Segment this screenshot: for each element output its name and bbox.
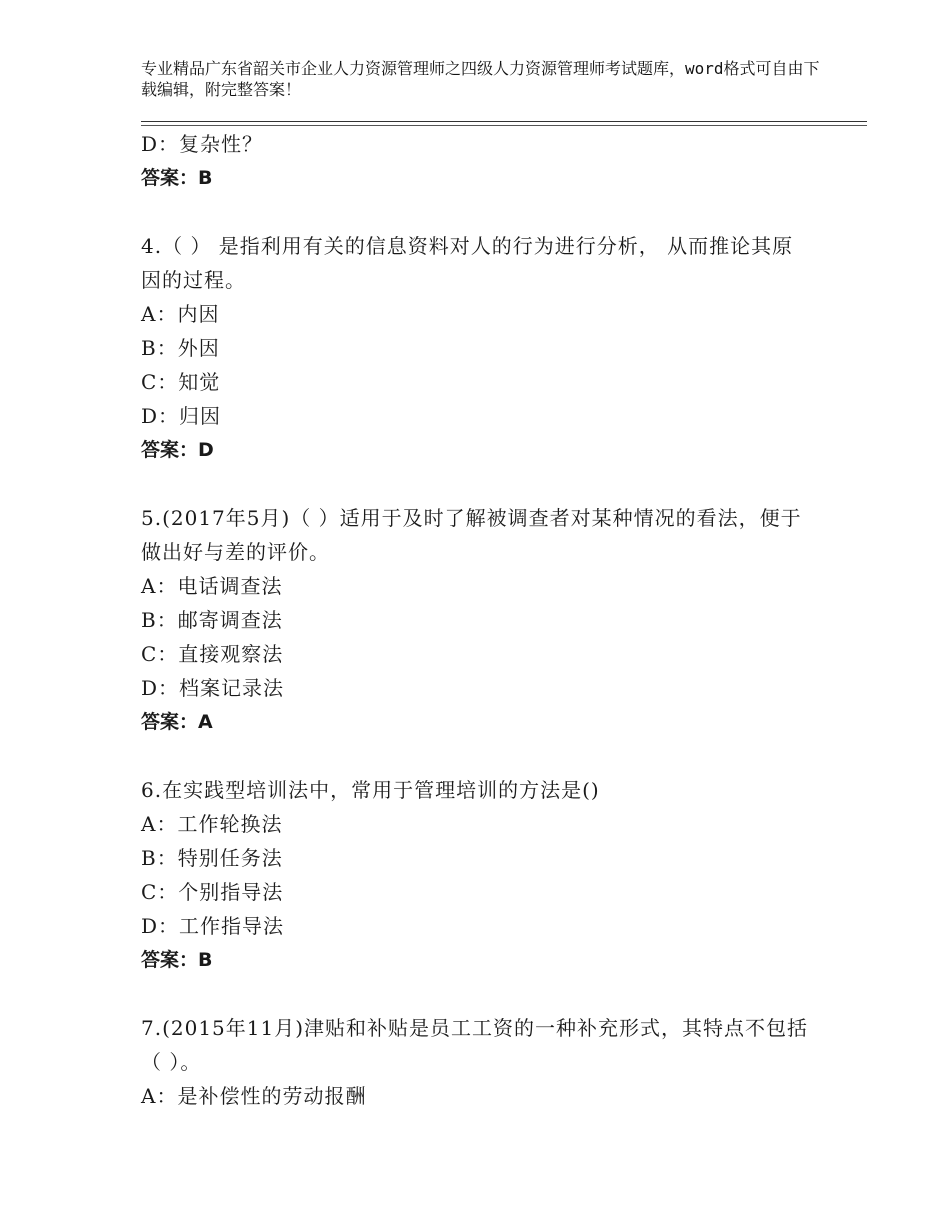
answer-line: 答案：B — [141, 949, 213, 971]
question-text: 5.(2017年5月)（ ）适用于及时了解被调查者对某种情况的看法，便于做出好与差的评价。 — [141, 506, 802, 564]
option-a: A：工作轮换法 — [141, 812, 283, 836]
question-5 — [141, 501, 821, 739]
question-4 — [141, 229, 821, 467]
option-a: A：是补偿性的劳动报酬 — [141, 1084, 367, 1108]
question-7 — [141, 1011, 821, 1113]
option-d: D：复杂性？ — [141, 132, 264, 156]
option-a: A：电话调查法 — [141, 574, 283, 598]
header-rule — [141, 121, 867, 122]
option-a: A：内因 — [141, 302, 220, 326]
question-text: 4.（ ） 是指利用有关的信息资料对人的行为进行分析， 从而推论其原因的过程。 — [141, 234, 794, 292]
header-rule-thin — [141, 125, 867, 126]
option-d: D：工作指导法 — [141, 914, 285, 938]
question-6 — [141, 773, 821, 977]
question-text: 7.(2015年11月)津贴和补贴是员工工资的一种补充形式，其特点不包括（ ）。 — [141, 1016, 809, 1074]
option-d: D：归因 — [141, 404, 222, 428]
answer-line: 答案：D — [141, 439, 214, 461]
option-b: B：外因 — [141, 336, 220, 360]
question-text: 6.在实践型培训法中，常用于管理培训的方法是() — [141, 778, 600, 802]
answer-line: 答案：A — [141, 711, 213, 733]
answer-line: 答案：B — [141, 167, 213, 189]
option-c: C：知觉 — [141, 370, 221, 394]
option-c: C：个别指导法 — [141, 880, 284, 904]
option-b: B：特别任务法 — [141, 846, 283, 870]
option-c: C：直接观察法 — [141, 642, 284, 666]
document-body — [141, 127, 821, 1113]
document-header: 专业精品广东省韶关市企业人力资源管理师之四级人力资源管理师考试题库，word格式可自由下载编辑，附完整答案！ — [141, 59, 820, 99]
option-d: D：档案记录法 — [141, 676, 285, 700]
option-b: B：邮寄调查法 — [141, 608, 283, 632]
